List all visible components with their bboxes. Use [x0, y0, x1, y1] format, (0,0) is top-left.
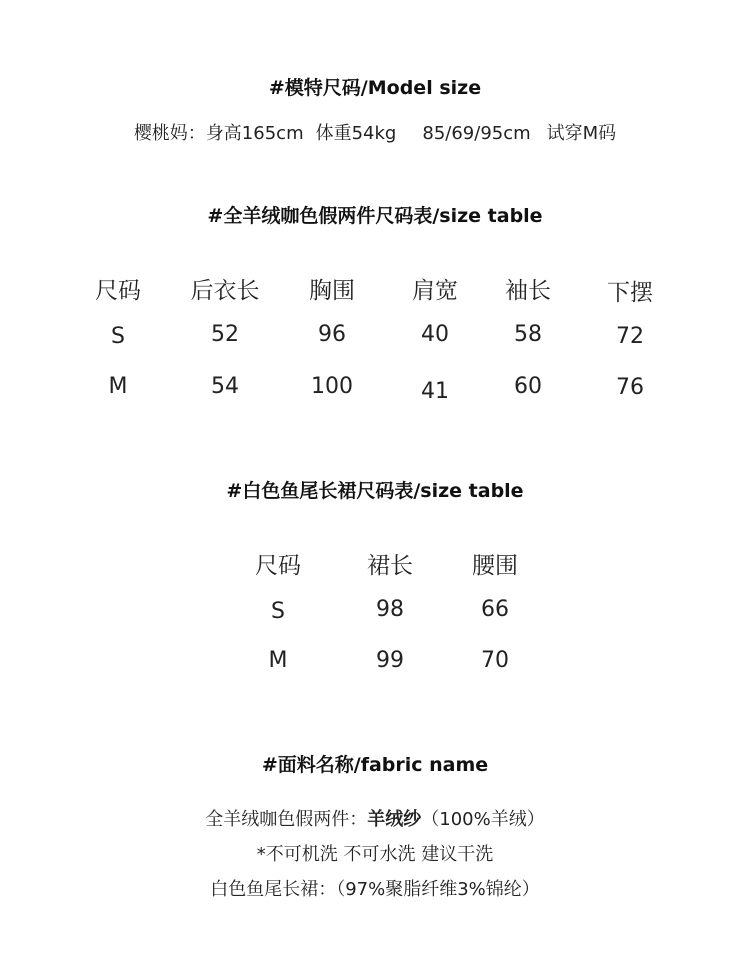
table2-cell: 66	[481, 597, 509, 622]
table1-cell: 76	[616, 375, 644, 400]
model-size-heading: #模特尺码/Model size	[268, 77, 482, 99]
table1-cell: 96	[318, 322, 346, 347]
table1-cell: M	[108, 374, 128, 399]
fabric-line-1-prefix: 全羊绒咖色假两件：	[205, 809, 368, 830]
table2-col-header: 腰围	[472, 553, 518, 579]
fabric-heading: #面料名称/fabric name	[261, 754, 489, 776]
table1-cell: 54	[211, 374, 239, 399]
table2-cell: 99	[376, 648, 404, 673]
table1-col-header: 肩宽	[412, 278, 458, 304]
table1-col-header: 胸围	[309, 278, 355, 304]
table2-col-header: 裙长	[367, 553, 413, 579]
fabric-line-1	[0, 805, 750, 831]
model-measurements: 85/69/95cm	[422, 123, 531, 144]
fabric-material-bold: 羊绒纱	[367, 809, 422, 830]
table1-cell: 72	[616, 324, 644, 349]
table1-cell: S	[111, 324, 125, 349]
model-weight: 体重54kg	[315, 123, 397, 144]
model-name: 樱桃妈：	[133, 123, 206, 144]
table1-col-header: 下摆	[607, 280, 653, 306]
table2-heading: #白色鱼尾长裙尺码表/size table	[226, 480, 524, 502]
table1-cell: 60	[514, 374, 542, 399]
table1-col-header: 袖长	[505, 278, 551, 304]
care-instructions: *不可机洗 不可水洗 建议干洗	[256, 844, 494, 865]
table1-col-header: 后衣长	[190, 278, 260, 304]
table1-cell: 52	[211, 322, 239, 347]
table1-cell: 100	[311, 374, 353, 399]
table1-cell: 40	[421, 322, 449, 347]
table2-cell: M	[268, 648, 288, 673]
model-tried-size: 试穿M码	[546, 123, 617, 144]
fabric-line-3: 白色鱼尾长裙：（97%聚脂纤维3%锦纶）	[210, 879, 540, 900]
table2-cell: 98	[376, 597, 404, 622]
table2-cell: S	[271, 599, 285, 624]
model-info-line	[0, 119, 750, 145]
table1-heading: #全羊绒咖色假两件尺码表/size table	[207, 205, 543, 227]
table2-col-header: 尺码	[255, 553, 301, 579]
table1-cell: 58	[514, 322, 542, 347]
fabric-line-1-suffix: （100%羊绒）	[421, 809, 545, 830]
table1-cell: 41	[421, 379, 449, 404]
table1-col-header: 尺码	[95, 278, 141, 304]
model-height: 身高165cm	[205, 123, 304, 144]
table2-cell: 70	[481, 648, 509, 673]
